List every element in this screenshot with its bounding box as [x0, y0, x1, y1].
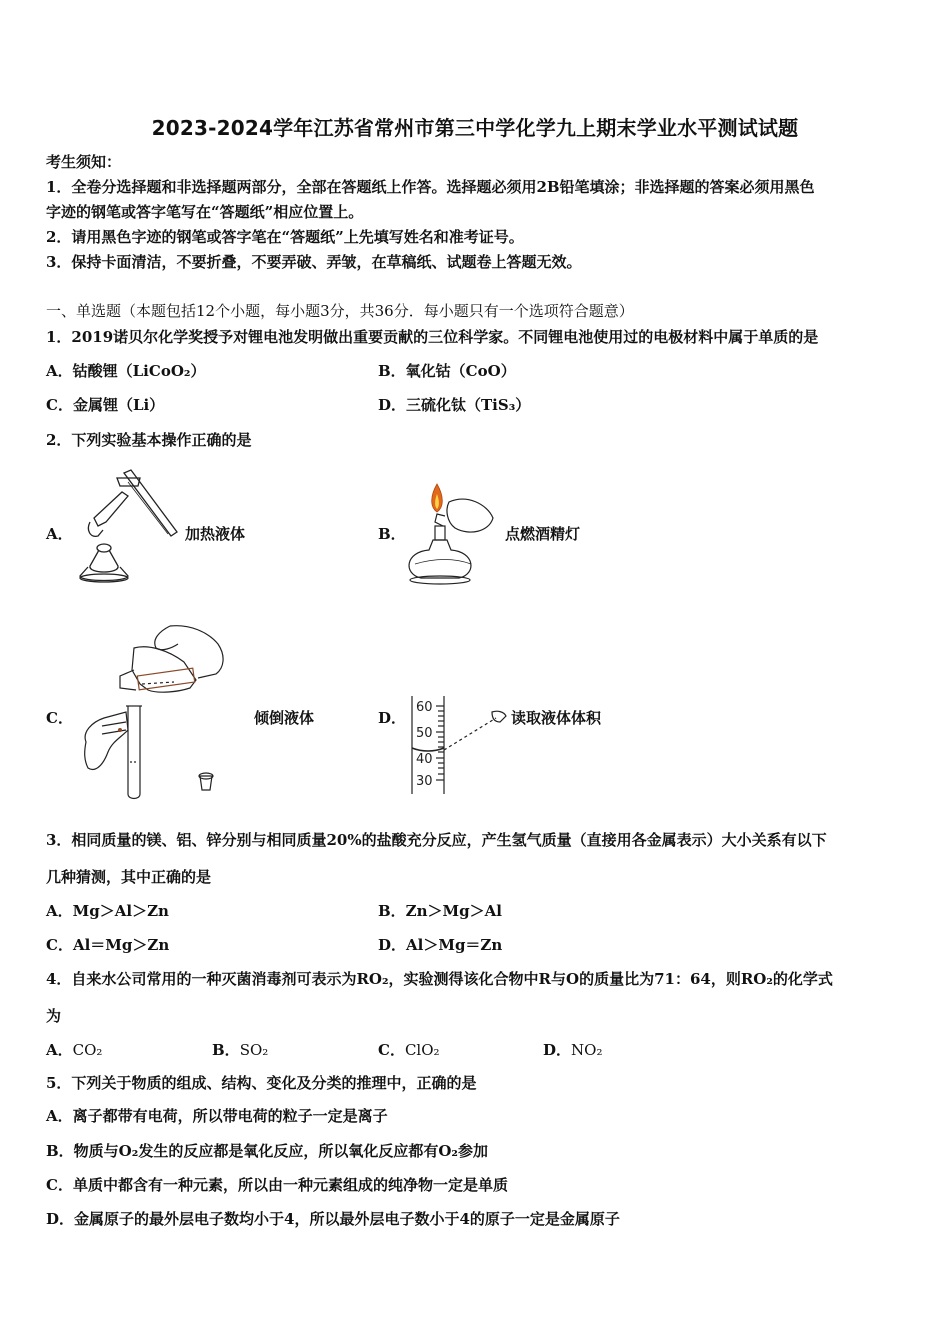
- notice-item-1-cont: 字迹的钢笔或答字笔写在“答题纸”相应位置上。: [46, 203, 364, 221]
- q2-option-a-label: 加热液体: [185, 525, 246, 543]
- q4-stem-line1: 4．自来水公司常用的一种灭菌消毒剂可表示为RO₂，实验测得该化合物中R与O的质量比为71：64，则RO₂的化学式: [46, 970, 833, 988]
- q5-option-d[interactable]: D．金属原子的最外层电子数均小于4，所以最外层电子数小于4的原子一定是金属原子: [46, 1210, 620, 1228]
- notice-heading: 考生须知：: [46, 153, 122, 171]
- q2-option-a-letter[interactable]: A．: [46, 525, 73, 543]
- q4-option-c-letter: C．: [378, 1041, 405, 1059]
- q2-option-c-label: 倾倒液体: [254, 709, 315, 727]
- q4-option-d[interactable]: [543, 1040, 602, 1060]
- q3-option-a[interactable]: A．Mg＞Al＞Zn: [46, 902, 169, 920]
- q2-option-b-label: 点燃酒精灯: [505, 525, 581, 543]
- heating-liquid-figure: [68, 470, 183, 585]
- q3-stem-line2: 几种猜测，其中正确的是: [46, 868, 212, 886]
- q1-stem: 1．2019诺贝尔化学奖授予对锂电池发明做出重要贡献的三位科学家。不同锂电池使用过的电极材料中属于单质的是: [46, 328, 819, 346]
- q4-option-b[interactable]: [212, 1040, 268, 1060]
- q4-option-d-letter: D．: [543, 1041, 572, 1059]
- q4-option-a[interactable]: [46, 1040, 102, 1060]
- q5-stem: 5．下列关于物质的组成、结构、变化及分类的推理中，正确的是: [46, 1074, 477, 1092]
- q5-option-a[interactable]: A．离子都带有电荷，所以带电荷的粒子一定是离子: [46, 1107, 388, 1125]
- cylinder-tick-30: 30: [416, 774, 433, 789]
- q1-option-b[interactable]: B．氧化钴（CoO）: [378, 362, 516, 380]
- q3-stem-line1: 3．相同质量的镁、铝、锌分别与相同质量20%的盐酸充分反应，产生氢气质量（直接用各金属表示）大小关系有以下: [46, 831, 827, 849]
- q2-option-d-letter[interactable]: D．: [378, 709, 407, 727]
- q1-option-c[interactable]: C．金属锂（Li）: [46, 396, 165, 414]
- q1-option-a[interactable]: A．钴酸锂（LiCoO₂）: [46, 362, 206, 380]
- q2-option-c-letter[interactable]: C．: [46, 709, 73, 727]
- q5-option-b[interactable]: B．物质与O₂发生的反应都是氧化反应，所以氧化反应都有O₂参加: [46, 1142, 488, 1160]
- section-heading: 一、单选题（本题包括12个小题，每小题3分，共36分．每小题只有一个选项符合题意）: [46, 302, 634, 320]
- cylinder-tick-40: 40: [416, 752, 433, 767]
- q4-option-a-letter: A．: [46, 1041, 73, 1059]
- q2-option-d-label: 读取液体体积: [511, 709, 602, 727]
- q4-option-b-letter: B．: [212, 1041, 240, 1059]
- q1-option-d[interactable]: D．三硫化钛（TiS₃）: [378, 396, 531, 414]
- q4-option-c[interactable]: [378, 1040, 440, 1060]
- q5-option-c[interactable]: C．单质中都含有一种元素，所以由一种元素组成的纯净物一定是单质: [46, 1176, 508, 1194]
- graduated-cylinder-figure: [408, 694, 513, 796]
- cylinder-tick-50: 50: [416, 726, 433, 741]
- q4-option-d-text: NO₂: [571, 1041, 603, 1059]
- cylinder-tick-60: 60: [416, 700, 433, 715]
- notice-item-3: 3．保持卡面清洁，不要折叠，不要弄破、弄皱，在草稿纸、试题卷上答题无效。: [46, 253, 582, 271]
- q2-option-b-letter[interactable]: B．: [378, 525, 406, 543]
- q3-option-b[interactable]: B．Zn＞Mg＞Al: [378, 902, 502, 920]
- notice-item-1: 1．全卷分选择题和非选择题两部分，全部在答题纸上作答。选择题必须用2B铅笔填涂；非选择题的答案必须用黑色: [46, 178, 815, 196]
- notice-item-2: 2．请用黑色字迹的钢笔或答字笔在“答题纸”上先填写姓名和准考证号。: [46, 228, 524, 246]
- q3-option-d[interactable]: D．Al＞Mg＝Zn: [378, 936, 503, 954]
- lighting-lamp-figure: [405, 478, 501, 586]
- q4-option-b-text: SO₂: [239, 1041, 269, 1059]
- q2-stem: 2．下列实验基本操作正确的是: [46, 431, 252, 449]
- exam-title: 2023-2024学年江苏省常州市第三中学化学九上期末学业水平测试试题: [151, 116, 799, 140]
- q4-option-c-text: ClO₂: [404, 1041, 440, 1059]
- pouring-liquid-figure: [78, 622, 230, 800]
- q3-option-c[interactable]: C．Al＝Mg＞Zn: [46, 936, 170, 954]
- q4-option-a-text: CO₂: [72, 1041, 103, 1059]
- q4-stem-line2: 为: [46, 1007, 62, 1025]
